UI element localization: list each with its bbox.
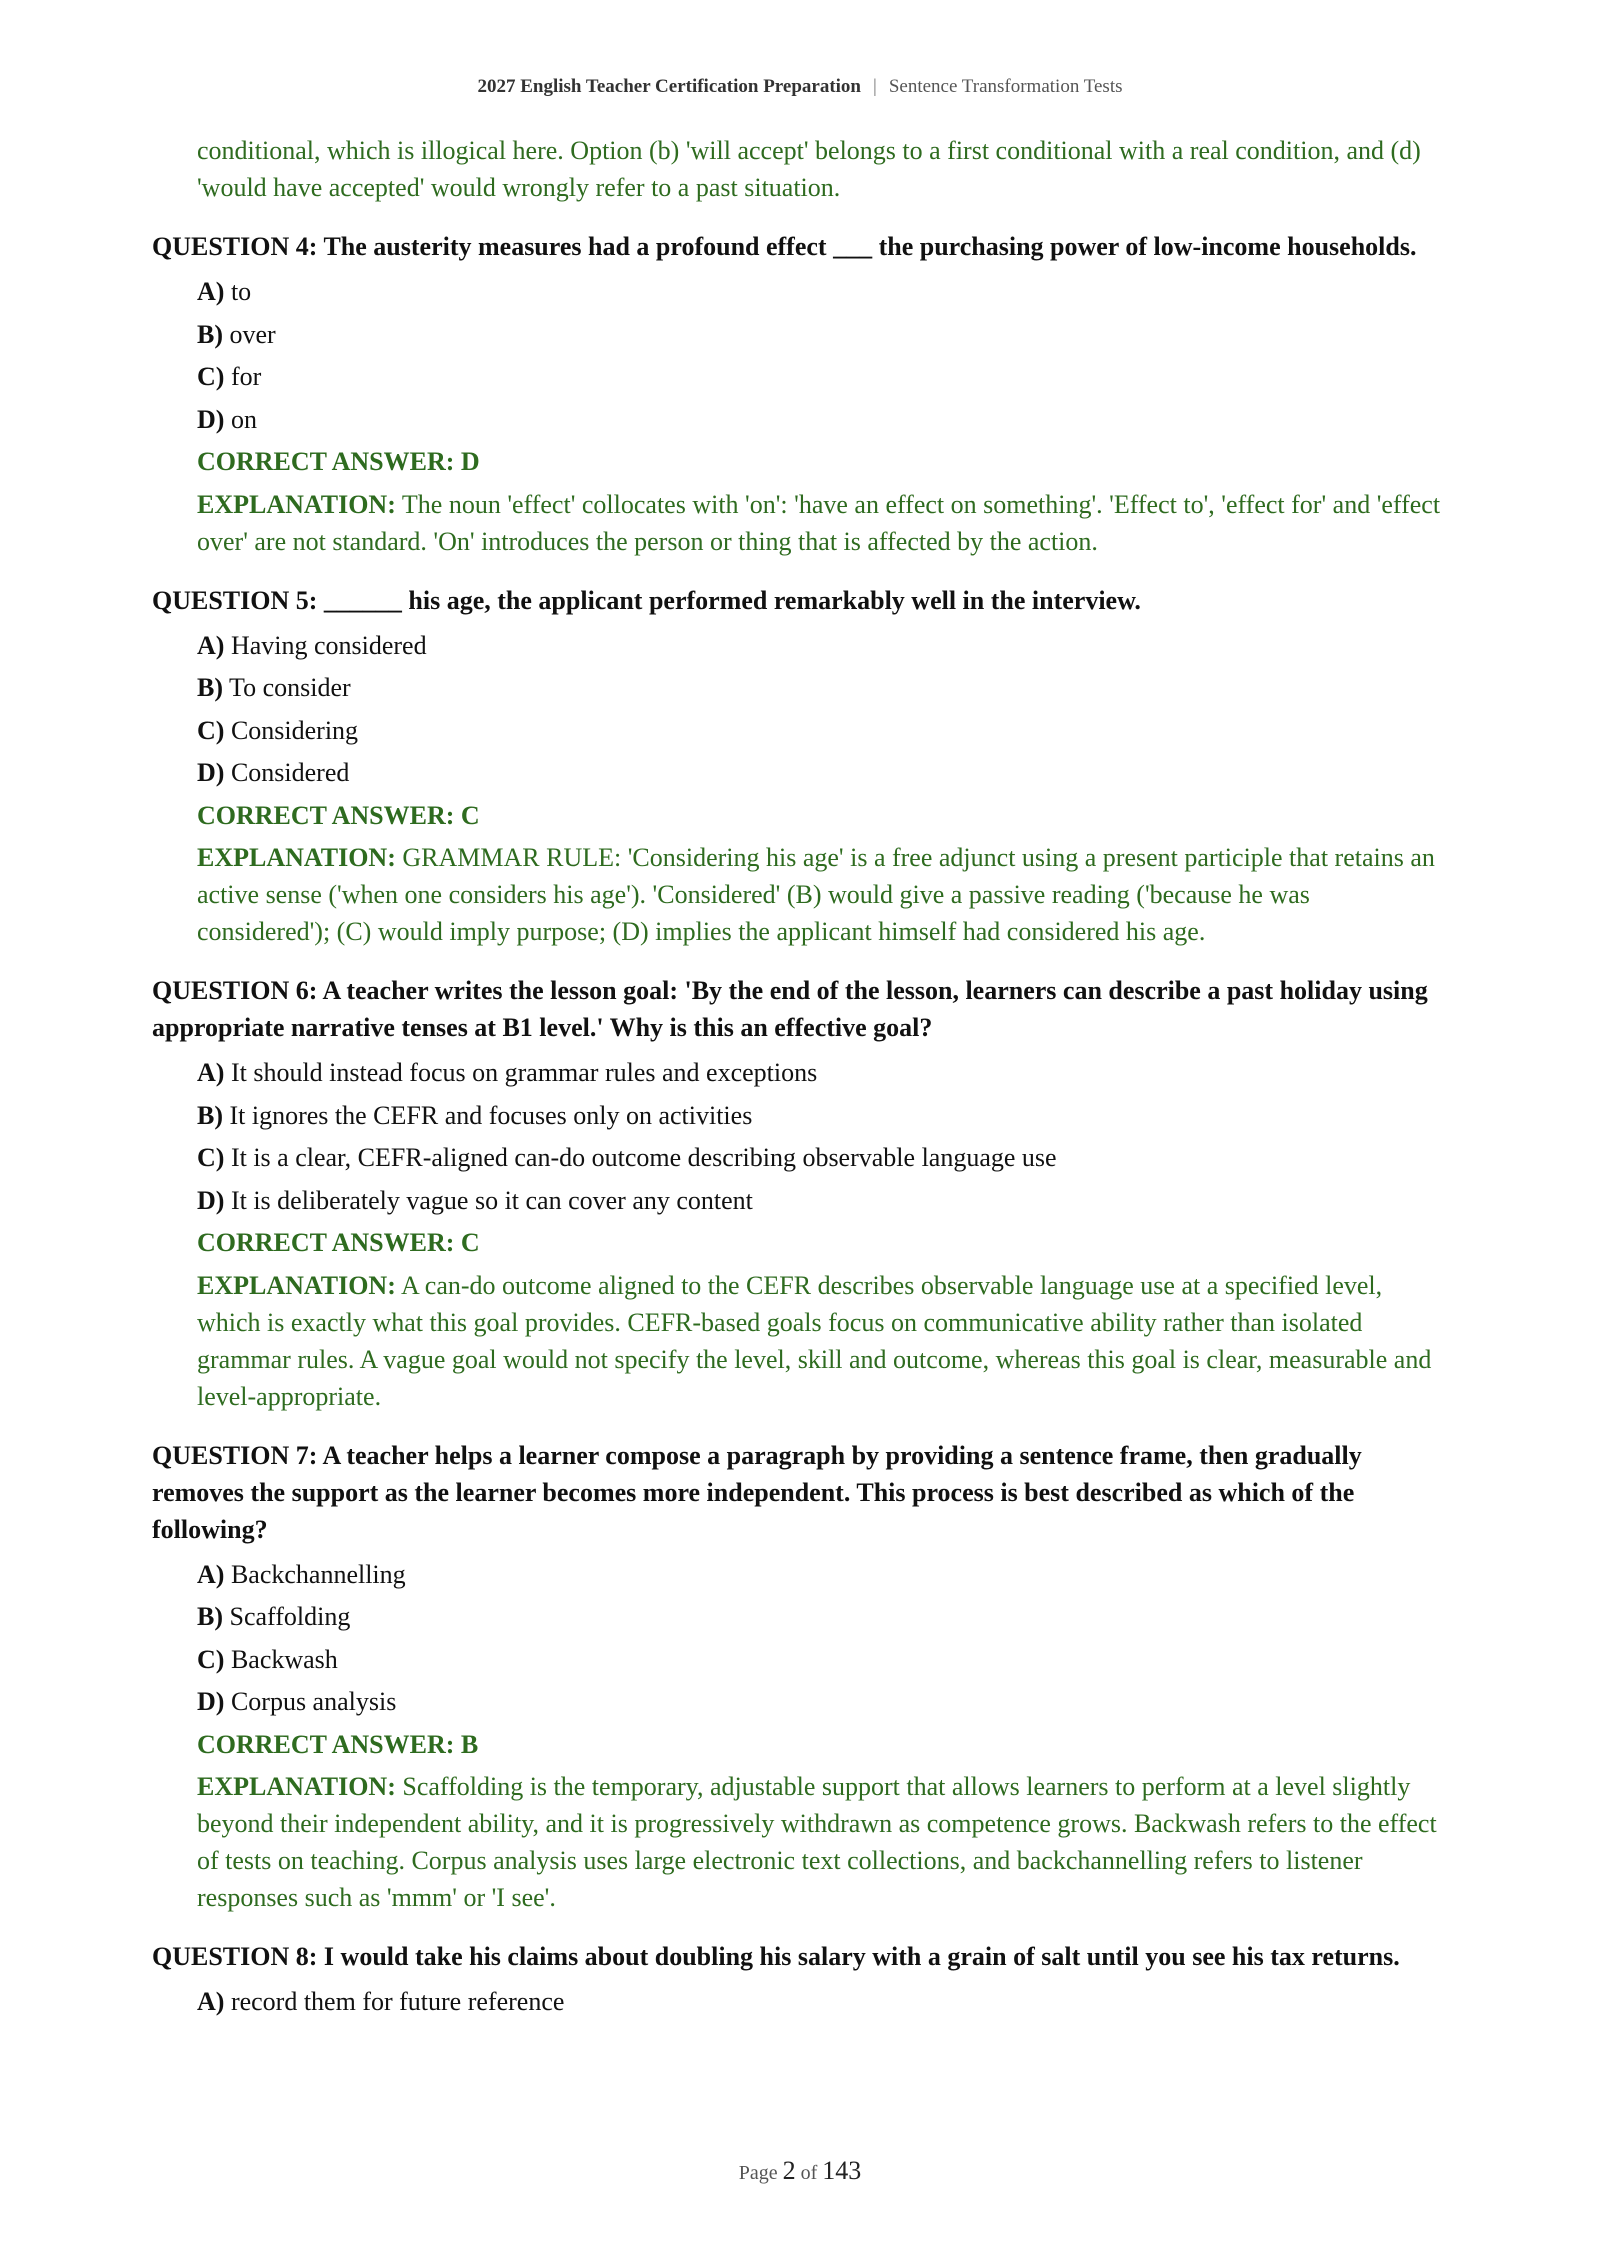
option-letter: D) <box>197 758 225 787</box>
explanation-label: EXPLANATION: <box>197 489 396 519</box>
page-footer <box>0 2156 1600 2186</box>
explanation-label: EXPLANATION: <box>197 843 396 872</box>
question-text: QUESTION 7: A teacher helps a learner compose a paragraph by providing a sentence frame, then gradually removes the support as the learner becomes more independent. This process is best described as which of the following? <box>152 1440 1362 1544</box>
option-text: Considering <box>230 715 359 745</box>
page-content <box>152 132 1442 2046</box>
option-text: on <box>230 404 257 434</box>
correct-answer <box>197 1222 1442 1265</box>
option-letter: C) <box>197 715 225 745</box>
answer-letter: D <box>460 447 480 476</box>
answer-letter: B <box>460 1729 479 1759</box>
option-letter: C) <box>197 1644 225 1674</box>
answer-option <box>197 356 1442 399</box>
answer-option <box>197 1981 1442 2024</box>
option-letter: D) <box>197 404 225 434</box>
explanation <box>197 839 1442 950</box>
answer-option <box>197 1681 1442 1724</box>
explanation-text: Scaffolding is the temporary, adjustable support that allows learners to perform at a level slightly beyond their independent ability, and it is progressively withdrawn as competence grows. Backwash refers to the effect of tests on teaching. Corpus analysis uses large electronic text collections, and backchannelling refers to listener responses such as 'mmm' or 'I see'. <box>197 1772 1437 1912</box>
explanation-text: A can-do outcome aligned to the CEFR describes observable language use at a specified level, which is exactly what this goal provides. CEFR-based goals focus on communicative ability rather than isolated grammar rules. A vague goal would not specify the level, skill and outcome, whereas this goal is clear, measurable and level-appropriate. <box>197 1270 1432 1411</box>
answer-option <box>197 1596 1442 1639</box>
option-text: It is a clear, CEFR-aligned can-do outcome describing observable language use <box>230 1143 1057 1172</box>
explanation <box>197 1267 1442 1415</box>
page-label: Page <box>738 2162 778 2184</box>
page-number: 2 <box>782 2156 796 2185</box>
answer-option <box>197 314 1442 357</box>
option-text: to <box>230 277 252 306</box>
answer-option <box>197 1095 1442 1138</box>
answer-option <box>197 1554 1442 1597</box>
answer-letter: C <box>460 1228 480 1257</box>
option-letter: C) <box>197 362 225 391</box>
question-block <box>152 228 1442 560</box>
option-letter: C) <box>197 1143 225 1172</box>
question-block <box>152 972 1442 1415</box>
document-subtitle: Sentence Transformation Tests <box>888 76 1123 97</box>
option-letter: A) <box>197 630 225 660</box>
answer-option <box>197 1639 1442 1682</box>
option-letter: D) <box>197 1185 225 1215</box>
option-text: It should instead focus on grammar rules and exceptions <box>230 1058 818 1087</box>
answer-option <box>197 1180 1442 1223</box>
correct-answer <box>197 441 1442 484</box>
question-text: QUESTION 5: ______ his age, the applicant performed remarkably well in the interview. <box>152 585 1141 615</box>
answer-label: CORRECT ANSWER: <box>197 800 455 830</box>
header-separator: | <box>873 76 877 97</box>
option-text: Backchannelling <box>230 1559 406 1589</box>
explanation <box>197 486 1442 560</box>
option-text: Scaffolding <box>229 1602 351 1631</box>
question-text: QUESTION 4: The austerity measures had a profound effect ___ the purchasing power of low-income households. <box>152 232 1417 261</box>
answer-option <box>197 271 1442 314</box>
explanation-continuation: conditional, which is illogical here. Option (b) 'will accept' belongs to a first conditional with a real condition, and (d) 'would have accepted' would wrongly refer to a past situation. <box>197 136 1421 202</box>
answer-letter: C <box>460 800 480 830</box>
page-header <box>0 76 1600 98</box>
question-block <box>152 1938 1442 2024</box>
answer-option <box>197 710 1442 753</box>
question-text: QUESTION 6: A teacher writes the lesson goal: 'By the end of the lesson, learners can describe a past holiday using appropriate narrative tenses at B1 level.' Why is this an effective goal? <box>152 976 1428 1042</box>
answer-option <box>197 752 1442 795</box>
option-text: It is deliberately vague so it can cover any content <box>230 1185 753 1215</box>
option-letter: B) <box>197 673 223 702</box>
option-text: record them for future reference <box>230 1987 565 2016</box>
correct-answer <box>197 1724 1442 1767</box>
answer-option <box>197 1052 1442 1095</box>
option-letter: A) <box>197 277 225 306</box>
option-letter: B) <box>197 319 223 349</box>
option-letter: B) <box>197 1100 223 1130</box>
option-text: over <box>229 319 276 349</box>
option-text: Backwash <box>230 1644 338 1674</box>
explanation-text: GRAMMAR RULE: 'Considering his age' is a free adjunct using a present participle that retains an active sense ('when one considers his age'). 'Considered' (B) would give a passive reading ('because he was considered'); (C) would imply purpose; (D) implies the applicant himself had considered his age. <box>197 843 1435 946</box>
option-letter: A) <box>197 1058 225 1087</box>
option-text: Considered <box>230 758 350 787</box>
option-letter: A) <box>197 1987 225 2016</box>
of-label: of <box>800 2162 818 2184</box>
option-letter: B) <box>197 1602 223 1631</box>
option-letter: D) <box>197 1687 225 1716</box>
answer-label: CORRECT ANSWER: <box>197 447 455 476</box>
total-pages: 143 <box>822 2156 862 2185</box>
option-text: Having considered <box>230 630 427 660</box>
explanation-label: EXPLANATION: <box>197 1772 396 1801</box>
option-text: It ignores the CEFR and focuses only on activities <box>229 1100 753 1130</box>
question-block <box>152 582 1442 951</box>
correct-answer <box>197 795 1442 838</box>
option-text: Corpus analysis <box>230 1687 397 1716</box>
explanation <box>197 1768 1442 1916</box>
option-text: To consider <box>229 673 351 702</box>
answer-option <box>197 667 1442 710</box>
answer-label: CORRECT ANSWER: <box>197 1228 455 1257</box>
document-title: 2027 English Teacher Certification Preparation <box>477 76 861 97</box>
option-letter: A) <box>197 1559 225 1589</box>
question-block <box>152 1437 1442 1917</box>
answer-option <box>197 625 1442 668</box>
answer-option <box>197 399 1442 442</box>
answer-option <box>197 1137 1442 1180</box>
answer-label: CORRECT ANSWER: <box>197 1729 455 1759</box>
explanation-label: EXPLANATION: <box>197 1270 396 1300</box>
option-text: for <box>230 362 262 391</box>
explanation-text: The noun 'effect' collocates with 'on': 'have an effect on something'. 'Effect to', 'effect for' and 'effect over' are not standard. 'On' introduces the person or thing that is affected by the action. <box>197 489 1441 556</box>
question-text: QUESTION 8: I would take his claims about doubling his salary with a grain of salt until you see his tax returns. <box>152 1942 1400 1971</box>
